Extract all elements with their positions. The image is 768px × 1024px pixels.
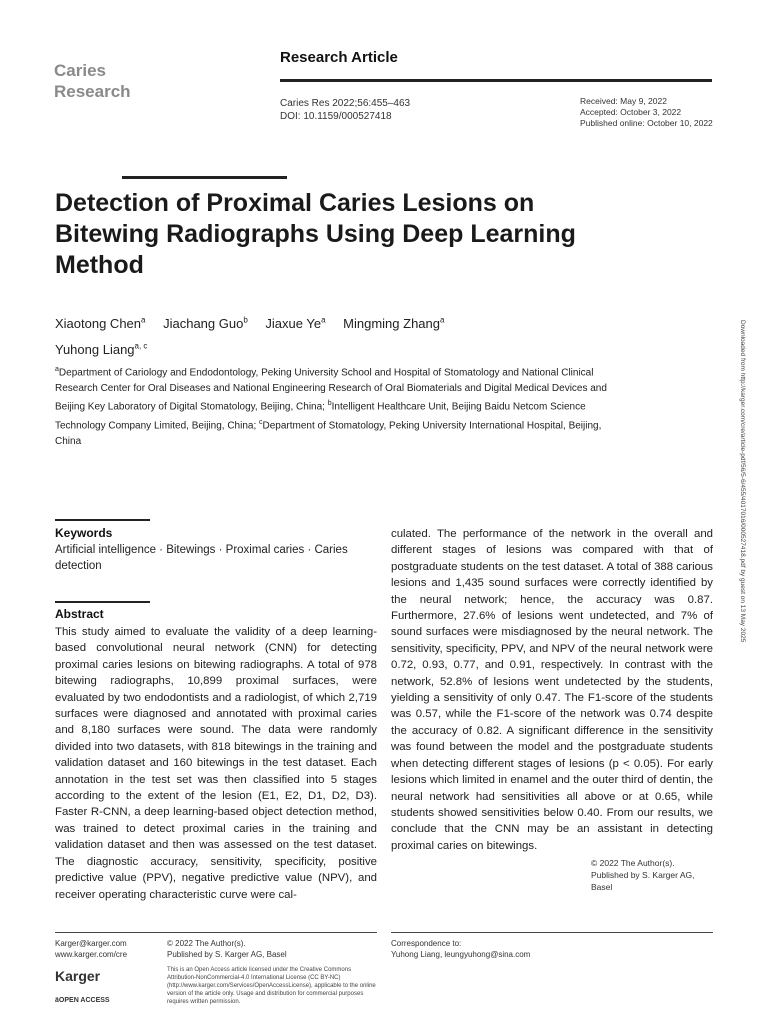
abstract-rule <box>55 601 150 603</box>
copyright-line: © 2022 The Author(s). <box>591 858 675 868</box>
author-name: Jiaxue Ye <box>265 316 322 332</box>
journal-name <box>54 60 131 102</box>
author <box>55 316 145 331</box>
keywords-heading: Keywords <box>55 526 113 540</box>
license-text: This is an Open Access article licensed under the Creative Commons Attribution-NonCommercial-4.0 International License (CC BY-NC) (http://www.karger.com/Services/OpenAccessLicense), applicable to the online version of the article only. Usage and distribution for commercial purposes requires written permission. <box>167 967 376 1005</box>
published-date: Published online: October 10, 2022 <box>580 118 713 128</box>
author-affil: a, c <box>134 341 148 351</box>
correspondence <box>391 938 530 960</box>
abstract-column-2: culated. The performance of the network in the overall and different stages of lesions was compared with that of postgraduate students on the test dataset. A total of 388 carious lesions and 1,435 sound surfaces were correctly identified by the neural network; hence, the accuracy was 0.87. Furthermore, 27.6% of lesions went undetected, and 7% of sound surfaces were misdiagnosed by the neural network. The sensitivity, specificity, PPV, and NPV of the neural network were 0.72, 0.93, 0.77, and 0.91, respectively. In contrast with the network, 52.8% of lesions went undetected by the students, yielding a sensitivity of only 0.47. The F1-score of the students was 0.57, while the F1-score of the network was 0.74 despite the accuracy of 0.82. A significant difference in the sensitivity was found between the model and the postgraduate students when detecting different stages of lesions (p < 0.05). For early lesions which limited in enamel and the outer third of dentin, the neural network had sensitivities all above or at 0.65, while students showed sensitivities below 0.40. From our results, we conclude that the CNN may be an assistant in detecting proximal caries on bitewings. <box>391 528 713 852</box>
abstract-column-1: This study aimed to evaluate the validity of a deep learning-based convolutional neural network (CNN) for detecting proximal caries lesions on bitewing radiographs. A total of 978 bitewing radiographs, 10,899 proximal surfaces, were evaluated by two endodontists and a radiologist, of which 2,719 surfaces were diagnosed and annotated with proximal caries and 8,180 surfaces were sound. The data were randomly divided into two datasets, with 818 bitewings in the training and validation dataset and 160 bitewings in the test dataset. Each annotation in the test set was then classified into 5 stages according to the extent of the lesion (E1, E2, D1, D2, D3). Faster R-CNN, a deep learning-based object detection method, was trained to detect proximal caries in the training and validation dataset and then was assessed on the test dataset. The diagnostic accuracy, sensitivity, specificity, positive predictive value (PPV), negative predictive value (NPV), and receiver operating characteristic curve were cal- <box>55 626 377 901</box>
correspondence-contact[interactable]: Yuhong Liang, leungyuhong@sina.com <box>391 950 531 959</box>
footer-copyright <box>167 938 287 960</box>
doi[interactable]: DOI: 10.1159/000527418 <box>280 111 392 122</box>
title-rule <box>122 176 287 179</box>
affil-c: Department of Stomatology, Peking University International Hospital, Beijing, China <box>55 420 602 447</box>
author-affil: a <box>321 316 326 325</box>
author-name: Mingming Zhang <box>343 316 440 332</box>
author <box>343 316 444 331</box>
author <box>163 316 248 331</box>
publisher-website[interactable]: www.karger.com/cre <box>55 950 128 959</box>
author-name: Xiaotong Chen <box>55 316 142 332</box>
author-list <box>55 310 535 361</box>
publisher-line: Published by S. Karger AG, Basel <box>591 870 695 892</box>
journal-name-line1: Caries <box>54 61 106 80</box>
footer-copyright-line: © 2022 The Author(s). <box>167 939 246 948</box>
affil-a-marker: a <box>55 366 59 373</box>
citation-block <box>280 97 410 123</box>
correspondence-label: Correspondence to: <box>391 939 462 948</box>
open-access-icon: ä <box>55 997 59 1004</box>
accepted-date: Accepted: October 3, 2022 <box>580 107 682 117</box>
header-rule <box>280 79 712 82</box>
author <box>55 342 147 357</box>
footer-rule-right <box>391 932 713 933</box>
download-note-text: Downloaded from http://karger.com/cre/article-pdf/56/5-6/455/4017016/000527418.pdf by guest on 13 May 2025 <box>739 320 746 643</box>
affil-b-marker: b <box>327 400 332 408</box>
publisher-email[interactable]: Karger@karger.com <box>55 939 127 948</box>
author-name: Yuhong Liang <box>55 341 135 357</box>
citation: Caries Res 2022;56:455–463 <box>280 98 411 109</box>
affil-b: Intelligent Healthcare Unit, Beijing Baidu Netcom Science Technology Company Limited, Beijing, China; <box>55 401 586 432</box>
author-name: Jiachang Guo <box>163 316 244 332</box>
download-note <box>734 320 748 720</box>
abstract-heading: Abstract <box>55 607 104 621</box>
footer-rule-left <box>55 932 377 933</box>
journal-name-line2: Research <box>54 82 131 101</box>
article-type: Research Article <box>280 49 398 66</box>
dates-block <box>580 96 713 129</box>
affil-c-marker: c <box>259 419 263 427</box>
received-date: Received: May 9, 2022 <box>580 96 667 106</box>
open-access-badge <box>55 997 110 1004</box>
affiliations <box>55 362 615 449</box>
publisher-contact <box>55 938 127 960</box>
author <box>265 316 325 331</box>
keywords-text: Artificial intelligence · Bitewings · Proximal caries · Caries detection <box>55 544 348 572</box>
abstract-copyright <box>591 857 713 893</box>
keywords-rule <box>55 519 150 521</box>
open-access-label: OPEN ACCESS <box>58 997 110 1004</box>
article-title: Detection of Proximal Caries Lesions on Bitewing Radiographs Using Deep Learning Method <box>55 189 576 279</box>
footer-publisher-line: Published by S. Karger AG, Basel <box>167 950 287 959</box>
author-affil: a <box>439 316 445 325</box>
author-affil: a <box>141 316 146 325</box>
karger-logo: Karger <box>55 968 101 984</box>
affil-a: Department of Cariology and Endodontology, Peking University School and Hospital of Stomatology and National Clinical Research Center for Oral Diseases and National Engineering Research of Oral Biomaterials and Digital Medical Devices and Beijing Key Laboratory of Digital Stomatology, Beijing, China; <box>55 367 607 413</box>
author-affil: b <box>243 316 248 325</box>
